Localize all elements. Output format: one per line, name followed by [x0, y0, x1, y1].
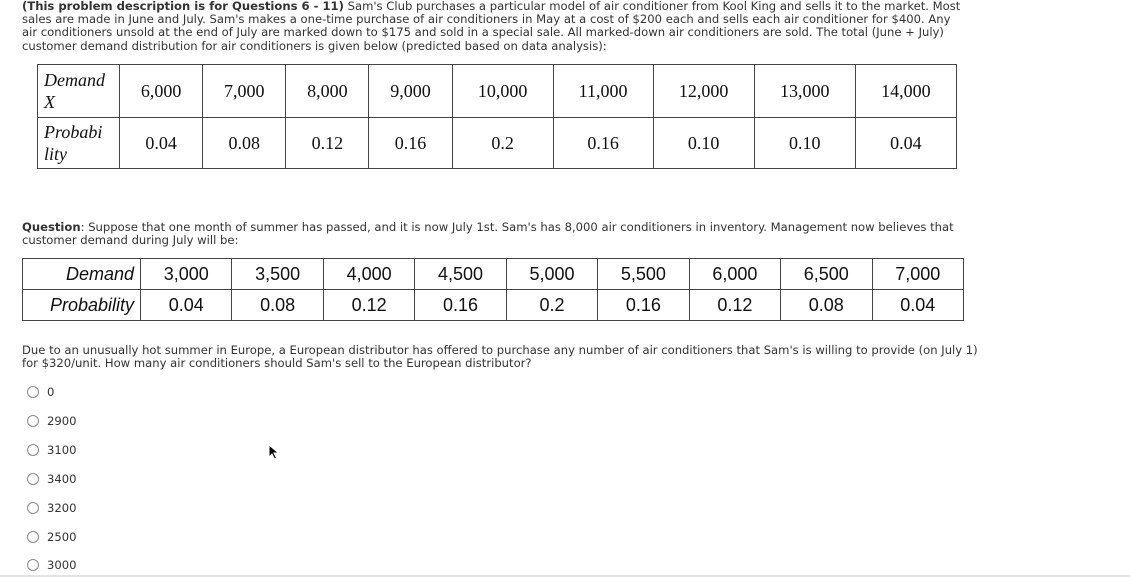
question-text	[22, 221, 962, 247]
july-demand-header: Demand	[23, 259, 141, 290]
july-demand-cell: 5,500	[598, 259, 689, 290]
probability-cell: 0.04	[855, 118, 956, 169]
demand-cell: 13,000	[754, 65, 855, 118]
answer-option-3100[interactable]	[27, 442, 77, 458]
demand-cell: 10,000	[452, 65, 553, 118]
demand-label: Demand	[44, 70, 105, 90]
radio-button[interactable]	[27, 444, 39, 456]
total-probability-row	[38, 118, 957, 169]
probability-cell: 0.16	[553, 118, 653, 169]
july-demand-cell: 3,000	[141, 259, 232, 290]
july-demand-row	[23, 259, 964, 290]
radio-button[interactable]	[27, 502, 39, 514]
answer-option-label: 3100	[47, 443, 77, 457]
probability-cell: 0.12	[286, 118, 369, 169]
july-probability-row	[23, 290, 964, 321]
radio-button[interactable]	[27, 415, 39, 427]
demand-cell: 9,000	[369, 65, 452, 118]
total-demand-row	[38, 65, 957, 118]
july-probability-cell: 0.16	[415, 290, 506, 321]
answer-option-2500[interactable]	[27, 529, 77, 545]
answer-option-label: 3000	[47, 558, 77, 572]
total-demand-table	[37, 64, 957, 169]
july-demand-cell: 4,000	[323, 259, 414, 290]
radio-button[interactable]	[27, 473, 39, 485]
probability-label-part2: lity	[44, 144, 67, 164]
july-probability-cell: 0.04	[141, 290, 232, 321]
july-demand-table	[22, 258, 964, 321]
problem-description-heading: (This problem description is for Questions 6 - 11)	[22, 0, 344, 13]
answer-option-label: 2900	[47, 414, 77, 428]
question-body: : Suppose that one month of summer has passed, and it is now July 1st. Sam's has 8,000 air conditioners in inventory. Management now believes that customer demand during July will be:	[22, 220, 954, 248]
july-probability-cell: 0.08	[232, 290, 323, 321]
demand-cell: 11,000	[553, 65, 653, 118]
answer-option-label: 3200	[47, 501, 77, 515]
radio-button[interactable]	[27, 386, 39, 398]
demand-cell: 14,000	[855, 65, 956, 118]
total-demand-header	[38, 65, 120, 118]
july-probability-cell: 0.12	[323, 290, 414, 321]
question-label: Question	[22, 220, 81, 234]
radio-button[interactable]	[27, 559, 39, 571]
probability-cell: 0.2	[452, 118, 553, 169]
probability-cell: 0.10	[754, 118, 855, 169]
july-demand-cell: 3,500	[232, 259, 323, 290]
total-probability-header	[38, 118, 120, 169]
july-probability-cell: 0.2	[506, 290, 597, 321]
july-probability-cell: 0.08	[781, 290, 872, 321]
demand-cell: 6,000	[120, 65, 203, 118]
july-demand-cell: 6,000	[689, 259, 780, 290]
answer-option-label: 3400	[47, 472, 77, 486]
probability-cell: 0.10	[653, 118, 754, 169]
july-demand-cell: 7,000	[872, 259, 964, 290]
july-probability-cell: 0.04	[872, 290, 964, 321]
july-probability-cell: 0.16	[598, 290, 689, 321]
demand-cell: 7,000	[203, 65, 286, 118]
problem-description-text: Sam's Club purchases a particular model of air conditioner from Kool King and sells it to the market. Most sales are made in June and July. Sam's makes a one-time purchase of air conditioners in May at a cost of $200 each and sells each air conditioner for $400. Any air conditioners unsold at the end of July are marked down to $175 and sold in a special sale. All marked-down air conditioners are sold. The total (June + July) customer demand distribution for air conditioners is given below (predicted based on data analysis):	[22, 0, 961, 53]
probability-cell: 0.04	[120, 118, 203, 169]
july-demand-cell: 4,500	[415, 259, 506, 290]
demand-x-label: X	[44, 92, 55, 112]
radio-button[interactable]	[27, 531, 39, 543]
july-demand-cell: 6,500	[781, 259, 872, 290]
answer-option-3200[interactable]	[27, 500, 77, 516]
problem-description	[22, 0, 967, 53]
mouse-cursor-icon	[268, 444, 280, 460]
probability-label-part1: Probabi	[44, 122, 103, 142]
probability-cell: 0.16	[369, 118, 452, 169]
demand-cell: 8,000	[286, 65, 369, 118]
answer-option-3400[interactable]	[27, 471, 77, 487]
european-distributor-question: Due to an unusually hot summer in Europe, a European distributor has offered to purchase any number of air conditioners that Sam's is willing to provide (on July 1) for $320/unit. How many air conditioners should Sam's sell to the European distributor?	[22, 343, 978, 371]
answer-option-label: 0	[47, 385, 55, 399]
bottom-divider	[0, 575, 1130, 577]
answer-option-2900[interactable]	[27, 413, 77, 429]
demand-cell: 12,000	[653, 65, 754, 118]
answer-option-label: 2500	[47, 530, 77, 544]
answer-option-0[interactable]	[27, 384, 54, 400]
july-demand-cell: 5,000	[506, 259, 597, 290]
answer-option-3000[interactable]	[27, 557, 77, 573]
july-probability-cell: 0.12	[689, 290, 780, 321]
probability-cell: 0.08	[203, 118, 286, 169]
july-probability-header: Probability	[23, 290, 141, 321]
